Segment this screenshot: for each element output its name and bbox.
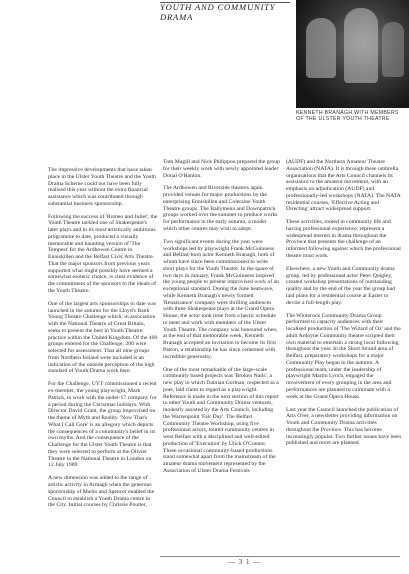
paragraph: Two significant events during the year were workshops led by playwright Frank McGuinness and Belfast-born actor Kenneth Branagh, both of whom have since been commissioned to write short plays for the Youth Theatre. In the space of two days in January, Frank McGuinness inspired the young people to present improvised work of an exceptional standard. During the June heatwave, while Kenneth Branagh's newly formed 'Renaissance' company were thrilling audiences with three Shakespeare plays at the Grand Opera House, the actor took time from a hectic schedule to meet and work with members of the Ulster Youth Theatre. The company was honoured when, at the end of that memorable week, Kenneth Branagh accepted an invitation to become its first Patron, a relationship he has since cemented with incredible generosity. [163,238,279,360]
paragraph: Elsewhere, a new Youth and Community drama group, led by professional actor Peter Quigley, created workshop presentations of outstanding quality and by the end of the year the group had laid plans for a residential course at Easter to devise a full-length play. [286,265,395,306]
paragraph: One of the most remarkable of the large-scale community based projects was 'Broken Nails', a new play in which Damian Gorman, respected as a poet, laid claim to regard as a playwright. Reference is made in the next section of this report to other Youth and Community Drama ventures, modestly assisted by the Arts Council, including the Warrenpoint 'Fair Day'. The Belfast Community Theatre Workshop, using five professional actors, toured community centres in west Belfast with a disciplined and well-edited production of 'Execution' by Ulick O'Connor. These occasional community-based productions stand somewhat apart from the mainstream of the amateur drama movement represented by the Association of Ulster Drama Festivals [163,366,279,474]
paragraph: The impressive developments that have taken place in the Ulster Youth Theatre and the Youth Drama Scheme could not have been fully realised this year without the extra financial assistance which was contributed through substantial business sponsorship. [48,167,156,207]
paragraph: Tom Magill and Nick Philippou prepared the group for their weekly work with newly appointed leader Donal O'Hanlon. [163,159,280,179]
paragraph: (AUDF) and the Northern Amateur Theatre Association (NATA). It is through these umbrella organisations that the Arts Council channels its assistance to the amateur movement, with an emphasis on adjudication (AUDF) and professionally-led workshops (NATA). The NATA residential courses, 'Effective Acting and Directing' attract widespread support. [286,159,401,213]
section-title: YOUTH AND COMMUNITY DRAMA [160,2,276,22]
paragraph: For the Challenge, UYT commissioned a recent ex-member, the young playwright, Mark Patrick, to work with the under-17 company for a period during the Christmas holidays. With Director David Grant, the group improvised on the theme of Myth and Reality. 'Now That's What I Call Gore' is an allegory which depicts the consequences of a community's belief in its own myths. And the consequence of the Challenge for the Ulster Youth Theatre is that they were selected to perform at the Olivier Theatre in the National Theatre in London on 12 July 1989. [48,381,157,469]
page-number: — 3 1 — [228,558,262,566]
paragraph: One of the largest arts sponsorships to date was launched in the autumn for the Lloyd's Bank Young Theatre Challenge which, in association with the National Theatre of Great Britain, seeks to present the best in Youth Theatre practice within the United Kingdom. Of the 400 groups entered for the Challenge, 200 were selected for assessment. That all nine groups from Northern Ireland were included is an indication of the outside perception of the high standard of Youth Drama work here. [48,300,158,375]
photo-figure [382,22,404,77]
text-column-1 [48,167,158,515]
footer-rule [160,556,400,557]
text-column-3 [286,159,402,453]
photo-figure [344,8,378,83]
paragraph: The Ardhowen and Riverside theatres again provided venues for major productions by the enterprising Enniskillen and Coleraine Youth Theatre groups. The Ballymena and Downpatrick groups worked over the summer to produce works for performance in the early autumn, a model which other centres may wish to adopt. [163,185,278,232]
paragraph: The Whiterock Community Drama Group performed to capacity audiences with their localised production of 'The Wizard of Oz' and the adult Ardoyne Community theatre scripted their own material to entertain a strong local following throughout the year. In the Short Strand area of Belfast, preparatory workshops for a major Community Play began in the autumn. A professional team, under the leadership of playwright Martin Lynch, engaged the involvement of every grouping in the area and performances are planned to culminate with a week at the Grand Opera House. [286,312,401,400]
paragraph: These activities, rooted in community life and having professional experience, represent a widespread interest in drama throughout the Province that presents the challenge of an informed following against which the professional theatre must work. [286,219,401,259]
photo-caption: KENNETH BRANAGH WITH MEMBERS OF THE ULSTER YOUTH THEATRE [296,110,399,123]
text-column-2 [163,159,280,481]
photo [296,0,409,108]
paragraph: Last year the Council launched the publication of Arts Over, a newsletter providing information on Youth and Community Drama activities throughout the Province. This has become increasingly popular. Two further issues have been published and more are planned. [286,406,402,447]
paragraph: Following the success of 'Romeo and Juliet', the Youth Theatre tackled one of Shakespeare's later plays and in its most artistically ambitious programme to date, produced a visually memorable and haunting version of 'The Tempest' for the Ardhowen Centre in Enniskillen and the Belfast Civic Arts Theatre. That the major sponsors from previous years supported what might possibly have seemed a somewhat esoteric choice, is clear evidence of the commitment of the sponsors to the ideals of the Youth Theatre. [48,213,158,294]
paragraph: A new dimension was added to the range of artistic activity in Armagh when the generous sponsorship of Marks and Spencer enabled the Council to establish a Youth Drama centre in the City. Initial courses by Chrissie Poulter, [48,475,155,509]
photo-figure [306,18,336,78]
